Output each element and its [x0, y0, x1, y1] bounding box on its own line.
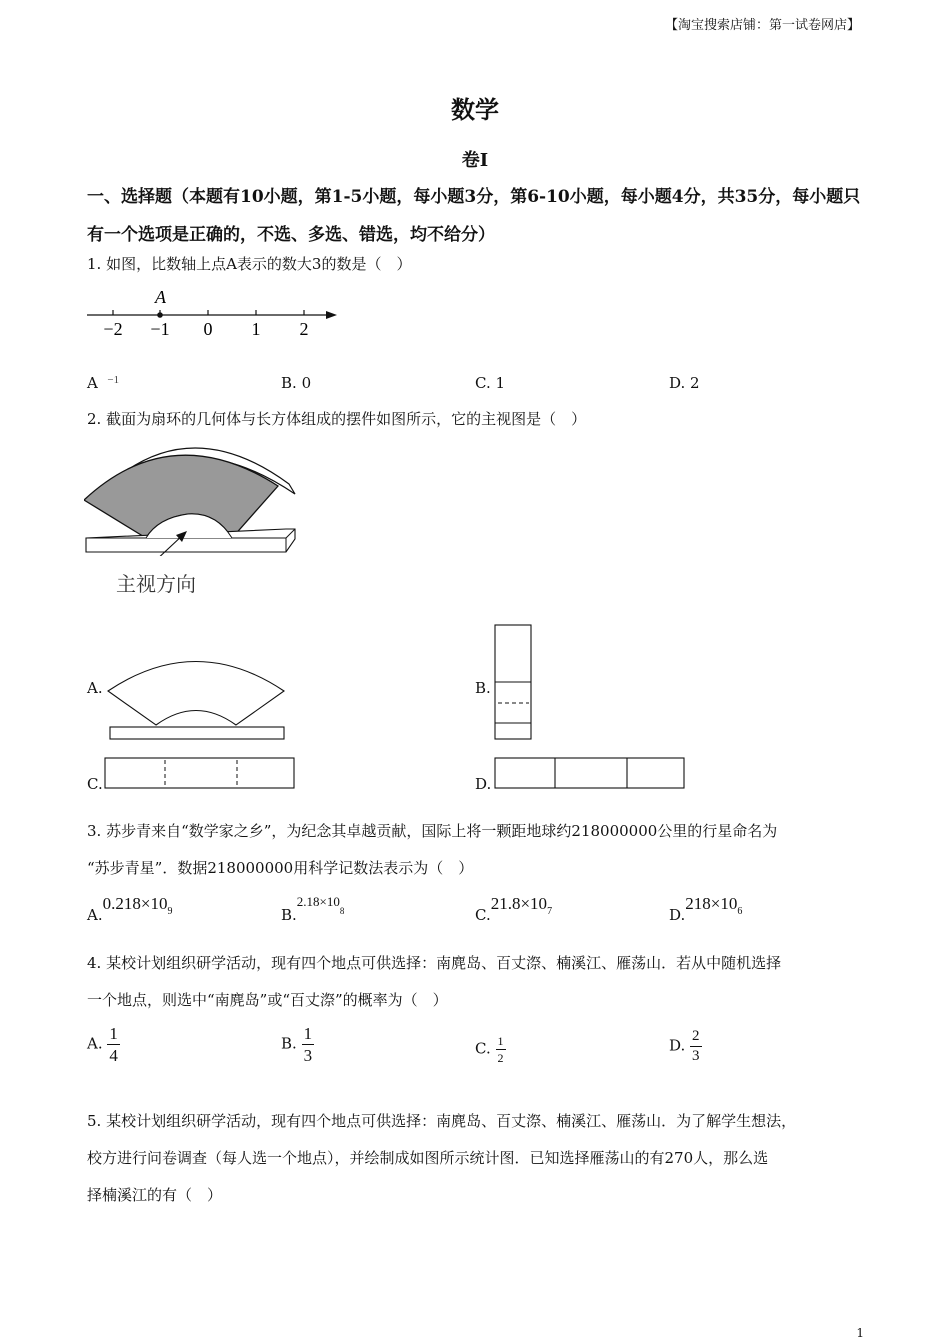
- option-label: A.: [87, 1034, 103, 1053]
- option-fraction: [107, 1025, 120, 1064]
- option-2b[interactable]: [475, 679, 491, 697]
- option-label: B.: [281, 374, 297, 392]
- option-value: 0: [301, 374, 312, 392]
- option-value: 21.8×10: [490, 894, 548, 913]
- option-label: B.: [281, 906, 297, 924]
- option-2c[interactable]: [87, 775, 103, 793]
- option-label: C.: [475, 1039, 491, 1058]
- option-label: D.: [669, 906, 686, 924]
- fraction-denominator: 3: [303, 1046, 313, 1065]
- option-label: D.: [669, 374, 686, 392]
- option-exponent: 9: [167, 906, 173, 917]
- option-3a[interactable]: [87, 894, 172, 924]
- page-title: 数学: [451, 95, 499, 124]
- question-5-text-line-1: 5. 某校计划组织研学活动，现有四个地点可供选择：南麂岛、百丈漈、楠溪江、雁荡山．为了解学生想法，: [87, 1112, 797, 1130]
- option-label: A: [87, 374, 98, 392]
- tick-label: −1: [150, 319, 170, 339]
- page-number: 1: [856, 1326, 864, 1340]
- question-1-text: 1. 如图，比数轴上点A表示的数大3的数是（ ）: [87, 255, 412, 273]
- option-2a-diagram: [104, 644, 288, 742]
- point-a-label: A: [155, 287, 166, 307]
- option-4b[interactable]: [281, 1025, 314, 1064]
- question-3-text-line-1: 3. 苏步青来自“数学家之乡”，为纪念其卓越贡献，国际上将一颗距地球约218000000公里的行星命名为: [87, 822, 778, 840]
- tick-label: −2: [103, 319, 123, 339]
- option-label: C.: [475, 374, 491, 392]
- option-fraction: [496, 1035, 506, 1064]
- option-2d[interactable]: [475, 775, 491, 793]
- fraction-numerator: 1: [303, 1024, 313, 1043]
- option-value: 0.218×10: [102, 894, 168, 913]
- option-1a[interactable]: [87, 374, 119, 392]
- option-value: 218×10: [685, 894, 738, 913]
- option-label: A.: [87, 906, 103, 924]
- tick-label: 0: [203, 319, 213, 339]
- option-value: 1: [495, 374, 506, 392]
- ornament-figure: [84, 436, 304, 556]
- option-4d[interactable]: [669, 1029, 702, 1064]
- option-label: D.: [669, 1036, 686, 1055]
- option-1b[interactable]: [281, 374, 311, 392]
- option-label: B.: [281, 1034, 297, 1053]
- option-exponent: 6: [737, 906, 743, 917]
- tick-label: 1: [251, 319, 261, 339]
- option-4c[interactable]: [475, 1035, 506, 1064]
- option-label: B.: [475, 679, 491, 697]
- option-exponent: 8: [339, 906, 345, 916]
- header-note: 【淘宝搜索店铺：第一试卷网店】: [664, 18, 860, 33]
- paper-section-title: 卷Ⅰ: [461, 150, 489, 171]
- fraction-numerator: 1: [109, 1024, 118, 1043]
- question-5-text-line-2: 校方进行问卷调查（每人选一个地点），并绘制成如图所示统计图．已知选择雁荡山的有270人，那么选: [87, 1149, 769, 1167]
- option-value: 2: [690, 374, 700, 392]
- option-1c[interactable]: [475, 374, 505, 392]
- option-value: −1: [107, 374, 120, 386]
- question-2-text: 2. 截面为扇环的几何体与长方体组成的摆件如图所示，它的主视图是（ ）: [87, 410, 587, 428]
- fraction-denominator: 3: [692, 1048, 700, 1064]
- tick-label: 2: [299, 319, 309, 339]
- option-2a[interactable]: [87, 679, 103, 697]
- fraction-numerator: 1: [497, 1034, 504, 1048]
- option-value: 2.18×10: [296, 894, 340, 909]
- option-label: C.: [87, 775, 103, 793]
- question-4-text-line-1: 4. 某校计划组织研学活动，现有四个地点可供选择：南麂岛、百丈漈、楠溪江、雁荡山．若从中随机选择: [87, 954, 782, 972]
- number-line-figure: [85, 286, 345, 344]
- option-2d-diagram: [494, 757, 688, 791]
- point-a-marker: [157, 312, 163, 318]
- option-3c[interactable]: [475, 894, 552, 924]
- question-4-text-line-2: 一个地点，则选中“南麂岛”或“百丈漈”的概率为（ ）: [87, 991, 448, 1009]
- option-1d[interactable]: [669, 374, 700, 392]
- option-label: A.: [87, 679, 103, 697]
- question-3-text-line-2: “苏步青星”．数据218000000用科学记数法表示为（ ）: [87, 859, 474, 877]
- section-heading: 一、选择题（本题有10小题，第1-5小题，每小题3分，第6-10小题，每小题4分，共35分，每小题只有一个选项是正确的，不选、多选、错选，均不给分）: [87, 187, 861, 245]
- option-2c-diagram: [104, 757, 298, 791]
- option-3d[interactable]: [669, 894, 742, 924]
- option-label: C.: [475, 906, 491, 924]
- figure-caption: 主视方向: [116, 572, 196, 596]
- option-exponent: 7: [547, 906, 553, 917]
- question-5-text-line-3: 择楠溪江的有（ ）: [87, 1186, 223, 1204]
- option-label: D.: [475, 775, 492, 793]
- fraction-denominator: 4: [109, 1046, 118, 1065]
- fraction-numerator: 2: [690, 1029, 702, 1047]
- option-3b[interactable]: [281, 894, 344, 924]
- option-4a[interactable]: [87, 1025, 120, 1064]
- option-fraction: [302, 1025, 315, 1064]
- fraction-denominator: 2: [497, 1051, 504, 1065]
- option-fraction: [690, 1029, 702, 1064]
- option-2b-diagram: [494, 624, 534, 742]
